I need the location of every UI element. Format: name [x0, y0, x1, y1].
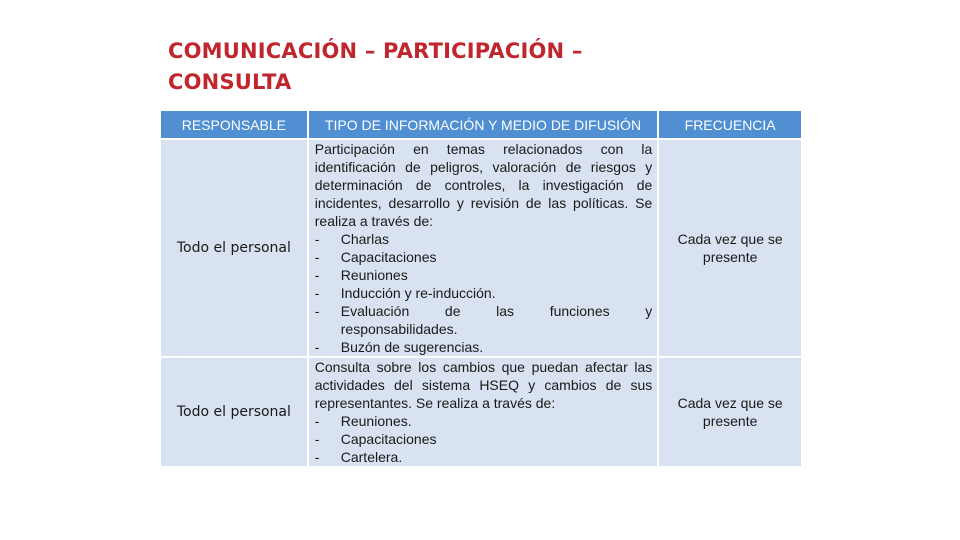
list-item: - Capacitaciones [314, 431, 437, 447]
medium-list [315, 230, 653, 356]
cell-responsable: Todo el personal [161, 140, 307, 356]
cell-tipo [309, 140, 658, 356]
cell-tipo [309, 358, 658, 466]
list-item: responsabilidades. [340, 321, 458, 337]
list-item: - Capacitaciones [314, 249, 437, 265]
list-item: - Reuniones [314, 267, 408, 283]
medium-list [315, 412, 653, 466]
table-row [161, 140, 801, 356]
list-item: - Cartelera. [314, 449, 403, 465]
table-row [161, 358, 801, 466]
list-item: - Buzón de sugerencias. [314, 339, 484, 355]
list-item: - Charlas [314, 231, 389, 247]
cell-tipo-intro: Participación en temas relacionados con la identificación de peligros, valoración de riesgos y determinación de controles, la investigación de incidentes, desarrollo y revisión de las políticas. Se realiza a través de: [314, 141, 653, 229]
list-item: - Inducción y re-inducción. [314, 285, 496, 301]
cell-responsable: Todo el personal [161, 358, 307, 466]
list-item: - Evaluación de las funciones y [314, 303, 653, 319]
page-title: COMUNICACIÓN – PARTICIPACIÓN – CONSULTA [168, 39, 583, 94]
cell-tipo-intro: Consulta sobre los cambios que puedan afectar las actividades del sistema HSEQ y cambios de sus representantes. Se realiza a través de: [314, 359, 653, 411]
cell-frecuencia: Cada vez que se presente [659, 140, 801, 356]
cell-frecuencia: Cada vez que se presente [659, 358, 801, 466]
list-item: - Reuniones. [314, 413, 412, 429]
table-header-row [161, 111, 801, 138]
header-responsable: RESPONSABLE [161, 111, 307, 138]
communication-table [159, 109, 803, 468]
header-frecuencia: FRECUENCIA [659, 111, 801, 138]
header-tipo: TIPO DE INFORMACIÓN Y MEDIO DE DIFUSIÓN [309, 111, 658, 138]
